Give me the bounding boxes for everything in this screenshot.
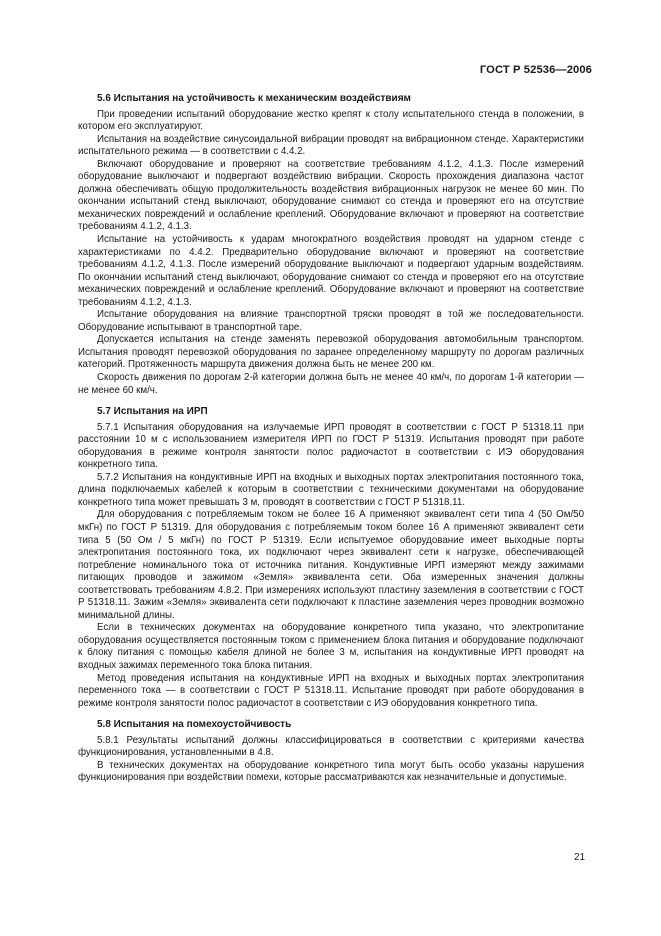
paragraph: Допускается испытания на стенде заменять перевозкой оборудования автомобильным транспортом. Испытания проводят перевозкой оборудования по заранее определенному маршруту по дорогам различных категорий. Протяженность маршрута движения должна быть не менее 200 км. <box>78 334 584 371</box>
paragraph: Испытание оборудования на влияние транспортной тряски проводят в той же последовательности. Оборудование испытывают в транспортной таре. <box>78 309 584 333</box>
section-5-7 <box>78 406 584 710</box>
paragraph: 5.8.1 Результаты испытаний должны классифицироваться в соответствии с критериями качества функционирования, установленными в 4.8. <box>78 734 584 759</box>
document-body <box>78 93 584 785</box>
paragraph: Если в технических документах на оборудование конкретного типа указано, что электропитание оборудования осуществляется постоянным током с применением блока питания и оборудование подключают к блоку питания с помощью кабеля длиной не более 3 м, испытания на кондуктивные ИРП проводят на входных зажимах переменного тока блока питания. <box>78 622 584 671</box>
section-heading: 5.6 Испытания на устойчивость к механическим воздействиям <box>97 93 411 104</box>
paragraph: 5.7.2 Испытания на кондуктивные ИРП на входных и выходных портах электропитания постоянного тока, длина подключаемых кабелей к которым в соответствии с техническими документами на оборудование конкретного типа может превышать 3 м, проводят в соответствии с ГОСТ Р 51318.11. <box>78 471 584 508</box>
paragraph: Включают оборудование и проверяют на соответствие требованиям 4.1.2, 4.1.3. После измерений оборудование выключают и подвергают воздействию вибрации. Скорость прохождения диапазона частот должна обеспечивать общую продолжительность воздействия вибрационных нагрузок не менее 60 мин. По окончании испытаний стенд выключают, оборудование снимают со стенда и проверяют его на отсутствие механических повреждений и ослабление креплений. Оборудование включают и проверяют на соответствие требованиям 4.1.2, 4.1.3. <box>78 158 584 233</box>
paragraph: Испытание на устойчивость к ударам многократного воздействия проводят на ударном стенде с характеристиками по 4.4.2. Предварительно оборудование включают и проверяют на соответствие требованиям 4.1.2, 4.1.3. После измерений оборудование выключают и подвергают ударным воздействиям. По окончании испытаний стенд выключают, оборудование снимают со стенда и проверяют его на отсутствие механических повреждений и ослабление креплений. Оборудование включают и проверяют на соответствие требованиям 4.1.2, 4.1.3. <box>78 233 584 308</box>
section-heading: 5.7 Испытания на ИРП <box>97 406 208 418</box>
section-heading: 5.8 Испытания на помехоустойчивость <box>97 719 292 731</box>
section-5-6 <box>78 93 584 397</box>
paragraph: В технических документах на оборудование конкретного типа могут быть особо указаны нарушения функционирования при воздействии помехи, которые рассматриваются как незначительные и допустимые. <box>78 759 584 784</box>
paragraph: 5.7.1 Испытания оборудования на излучаемые ИРП проводят в соответствии с ГОСТ Р 51318.11 при расстоянии 10 м с использованием измерителя ИРП по ГОСТ Р 51319. Испытания проводят при работе оборудования в режиме контроля занятости полос радиочастот в соответствии с ИЭ оборудования конкретного типа. <box>78 421 584 471</box>
paragraph: Для оборудования с потребляемым током не более 16 А применяют эквивалент сети типа 4 (50 Ом/50 мкГн) по ГОСТ Р 51319. Для оборудования с потребляемым током более 16 А применяют эквивалент сети типа 5 (50 Ом / 5 мкГн) по ГОСТ Р 51319. Если испытуемое оборудование имеет выходные порты электропитания постоянного тока, их подключают через эквивалент сети к нагрузке, обеспечивающей потребление номинального тока от источника питания. Кондуктивные ИРП измеряют между зажимами питающих проводов и зажимом «Земля» эквивалента сети. Оба измеренных значения должны соответствовать требованиям 4.8.2. При измерениях используют пластину заземления в соответствии с ГОСТ Р 51318.11. Зажим «Земля» эквивалента сети подключают к пластине заземления через проводник возможно минимальной длины. <box>78 509 584 621</box>
paragraph: Испытания на воздействие синусоидальной вибрации проводят на вибрационном стенде. Характеристики испытательного режима — в соответствии с 4.4.2. <box>78 133 584 158</box>
paragraph: Метод проведения испытания на кондуктивные ИРП на входных и выходных портах электропитания переменного тока — в соответствии с ГОСТ Р 51318.11. Испытание проводят при работе оборудования в режиме контроля занятости полос радиочастот в соответствии с ИЭ оборудования конкретного типа. <box>78 672 584 709</box>
page-number: 21 <box>574 852 586 863</box>
document-id: ГОСТ Р 52536—2006 <box>479 64 592 76</box>
paragraph: Скорость движения по дорогам 2-й категории должна быть не менее 40 км/ч, по дорогам 1-й категории — не менее 60 км/ч. <box>78 371 584 396</box>
section-5-8 <box>78 719 584 785</box>
paragraph: При проведении испытаний оборудование жестко крепят к столу испытательного стенда в положении, в котором его эксплуатируют. <box>78 108 584 133</box>
